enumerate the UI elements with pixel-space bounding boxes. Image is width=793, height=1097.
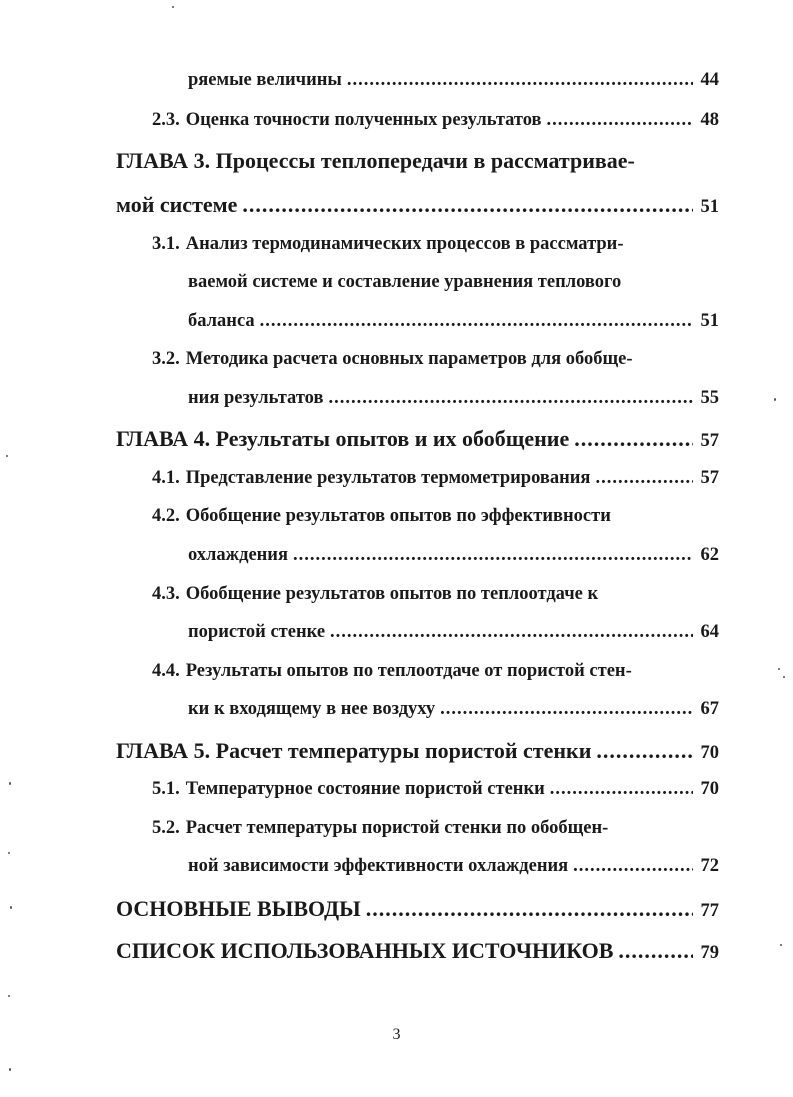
toc-entry-text: ваемой системе и составление уравнения теплового [188, 272, 622, 292]
scan-speck [780, 944, 782, 946]
toc-entry-number: 3.1. [152, 234, 180, 254]
toc-entry [152, 506, 712, 527]
toc-entry-page: 79 [700, 943, 719, 963]
toc-entry-text: мой системе [116, 192, 238, 217]
toc-entry [152, 584, 712, 605]
toc-entry [188, 856, 719, 877]
toc-entry [116, 192, 719, 218]
toc-leader-dots [330, 622, 692, 643]
toc-entry-text: Обобщение результатов опытов по теплоотдаче к [185, 584, 599, 604]
toc-entry-number: 4.3. [152, 584, 180, 604]
toc-entry-page: 51 [700, 311, 719, 331]
toc-entry [188, 545, 719, 566]
toc-entry-page: 51 [700, 197, 719, 217]
toc-leader-dots [242, 192, 692, 218]
toc-leader-dots [596, 738, 692, 764]
toc-entry-text: пористой стенке [188, 622, 326, 642]
scan-speck [778, 668, 780, 670]
toc-entry [152, 818, 712, 839]
toc-entry-page: 77 [700, 901, 719, 921]
toc-entry [152, 349, 717, 370]
toc-entry-text: Методика расчета основных параметров для обобще- [185, 349, 633, 369]
toc-entry-page: 70 [700, 779, 719, 799]
page-number: 3 [392, 1026, 401, 1043]
toc-entry [116, 938, 719, 964]
toc-entry-text: ГЛАВА 3. Процессы теплопередачи в рассматривае- [116, 148, 635, 173]
toc-entry-text: ряемые величины [188, 70, 342, 90]
toc-entry [188, 272, 708, 293]
toc-entry-page: 44 [700, 70, 719, 90]
scan-speck [9, 1068, 11, 1071]
toc-entry [116, 896, 719, 922]
scan-speck [8, 852, 10, 854]
toc-entry [152, 234, 712, 255]
toc-leader-dots [550, 779, 693, 800]
toc-entry-text: Представление результатов термометрирования [185, 468, 591, 488]
scan-speck [6, 455, 8, 457]
toc-entry-text: Анализ термодинамических процессов в рассматри- [185, 234, 624, 254]
toc-chapter-heading [116, 148, 716, 174]
toc-leader-dots [574, 426, 692, 452]
toc-entry-text: ки к входящему в нее воздуху [188, 699, 436, 719]
scan-speck [8, 995, 10, 997]
toc-entry-text: СПИСОК ИСПОЛЬЗОВАННЫХ ИСТОЧНИКОВ [116, 938, 614, 963]
toc-entry-page: 70 [700, 743, 719, 763]
toc-leader-dots [260, 311, 693, 332]
toc-entry-text: Температурное состояние пористой стенки [185, 779, 545, 799]
toc-entry-text: Результаты опытов по теплоотдаче от пористой стен- [185, 661, 632, 681]
toc-leader-dots [618, 938, 692, 964]
toc-entry [152, 468, 719, 489]
toc-entry [116, 738, 719, 764]
toc-leader-dots [547, 110, 693, 131]
toc-leader-dots [328, 388, 692, 409]
toc-entry [188, 699, 719, 720]
toc-entry [188, 622, 719, 643]
toc-entry-page: 57 [700, 431, 719, 451]
toc-entry-text: ГЛАВА 4. Результаты опытов и их обобщение [116, 426, 570, 451]
toc-entry-page: 55 [700, 388, 719, 408]
toc-entry [116, 426, 719, 452]
toc-entry-number: 3.2. [152, 349, 180, 369]
toc-entry-page: 62 [700, 545, 719, 565]
toc-entry-number: 4.4. [152, 661, 180, 681]
toc-entry [188, 70, 719, 91]
toc-entry-page: 72 [700, 856, 719, 876]
toc-leader-dots [595, 468, 692, 489]
toc-entry-text: ной зависимости эффективности охлаждения [188, 856, 569, 876]
toc-entry-number: 5.2. [152, 818, 180, 838]
toc-entry [152, 110, 719, 131]
toc-entry-text: ГЛАВА 5. Расчет температуры пористой стенки [116, 738, 592, 763]
toc-entry-text: ния результатов [188, 388, 324, 408]
toc-entry-text: Обобщение результатов опытов по эффективности [185, 506, 611, 526]
toc-entry [188, 388, 719, 409]
toc-leader-dots [440, 699, 692, 720]
toc-entry-number: 2.3. [152, 110, 180, 130]
toc-entry-page: 57 [700, 468, 719, 488]
scan-speck [10, 906, 12, 909]
toc-entry-text: Оценка точности полученных результатов [185, 110, 542, 130]
toc-entry [152, 661, 717, 682]
toc-entry [188, 311, 719, 332]
toc-entry-page: 48 [700, 110, 719, 130]
toc-entry-page: 64 [700, 622, 719, 642]
toc-leader-dots [573, 856, 692, 877]
toc-leader-dots [293, 545, 693, 566]
toc-entry-number: 4.2. [152, 506, 180, 526]
toc-entry-number: 4.1. [152, 468, 180, 488]
scan-speck [774, 398, 776, 401]
scan-speck [172, 6, 174, 8]
scan-speck [783, 676, 785, 678]
toc-entry [152, 779, 719, 800]
scan-speck [9, 782, 11, 785]
toc-entry-text: охлаждения [188, 545, 288, 565]
toc-entry-page: 67 [700, 699, 719, 719]
toc-leader-dots [347, 70, 693, 91]
toc-entry-text: Расчет температуры пористой стенки по обобщен- [185, 818, 609, 838]
toc-entry-number: 5.1. [152, 779, 180, 799]
toc-leader-dots [366, 896, 693, 922]
toc-entry-text: ОСНОВНЫЕ ВЫВОДЫ [116, 896, 361, 921]
toc-entry-text: баланса [188, 311, 255, 331]
